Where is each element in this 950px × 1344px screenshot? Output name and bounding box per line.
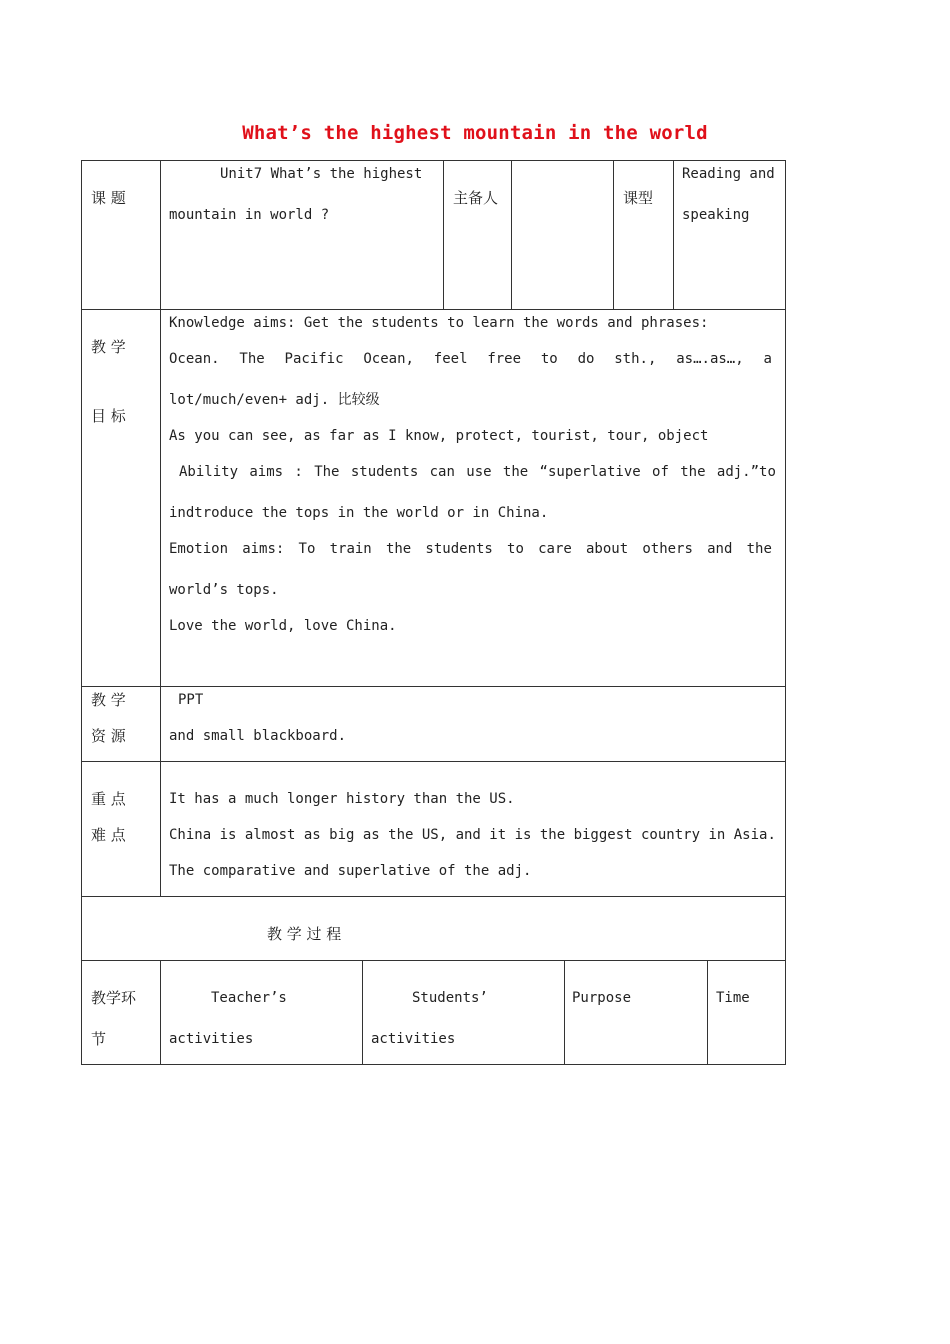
topic-label: 课 题	[91, 189, 126, 207]
key-points-label-line-2: 难 点	[91, 826, 126, 844]
aims-line: Emotion aims: To train the students to care about others and the	[169, 541, 772, 557]
lesson-type-label: 课型	[623, 189, 654, 207]
students-column-line-2: activities	[371, 1031, 456, 1047]
aims-line: Ability aims : The students can use the “superlative of the adj.”to	[179, 464, 776, 480]
lesson-plan-table	[81, 160, 786, 1065]
aims-line: Knowledge aims: Get the students to learn the words and phrases:	[169, 315, 709, 331]
topic-line-2: mountain in world ?	[169, 207, 330, 223]
lesson-type-line-2: speaking	[682, 207, 750, 223]
resources-label-line-1: 教 学	[91, 691, 126, 709]
resources-line-1: PPT	[178, 692, 204, 708]
lesson-type-line-1: Reading and	[682, 166, 775, 182]
key-points-label-line-1: 重 点	[91, 790, 126, 808]
key-point-line: It has a much longer history than the US.	[169, 791, 515, 807]
aims-line: world’s tops.	[169, 582, 279, 598]
teacher-column-line-1: Teacher’s	[211, 990, 287, 1006]
resources-label-line-2: 资 源	[91, 727, 126, 745]
process-heading: 教 学 过 程	[267, 925, 342, 943]
aims-line: Love the world, love China.	[169, 618, 397, 634]
topic-line-1: Unit7 What’s the highest	[220, 166, 423, 182]
resources-line-2: and small blackboard.	[169, 728, 347, 744]
key-point-line: China is almost as big as the US, and it is the biggest country in Asia.	[169, 827, 776, 843]
aims-line: As you can see, as far as I know, protect, tourist, tour, object	[169, 428, 709, 444]
aims-line: lot/much/even+ adj. 比较级	[169, 392, 380, 408]
stage-column-line-2: 节	[91, 1030, 107, 1048]
purpose-column: Purpose	[572, 990, 632, 1006]
document-title: What’s the highest mountain in the world	[242, 122, 708, 144]
key-point-line: The comparative and superlative of the adj.	[169, 863, 532, 879]
stage-column-line-1: 教学环	[91, 989, 137, 1007]
preparer-label: 主备人	[453, 189, 499, 207]
teacher-column-line-2: activities	[169, 1031, 254, 1047]
aims-line: Ocean. The Pacific Ocean, feel free to do sth., as….as…, a	[169, 351, 772, 367]
aims-label-line-2: 目 标	[91, 407, 126, 425]
time-column: Time	[716, 990, 750, 1006]
aims-label-line-1: 教 学	[91, 338, 126, 356]
students-column-line-1: Students’	[412, 990, 488, 1006]
aims-line: indtroduce the tops in the world or in China.	[169, 505, 549, 521]
